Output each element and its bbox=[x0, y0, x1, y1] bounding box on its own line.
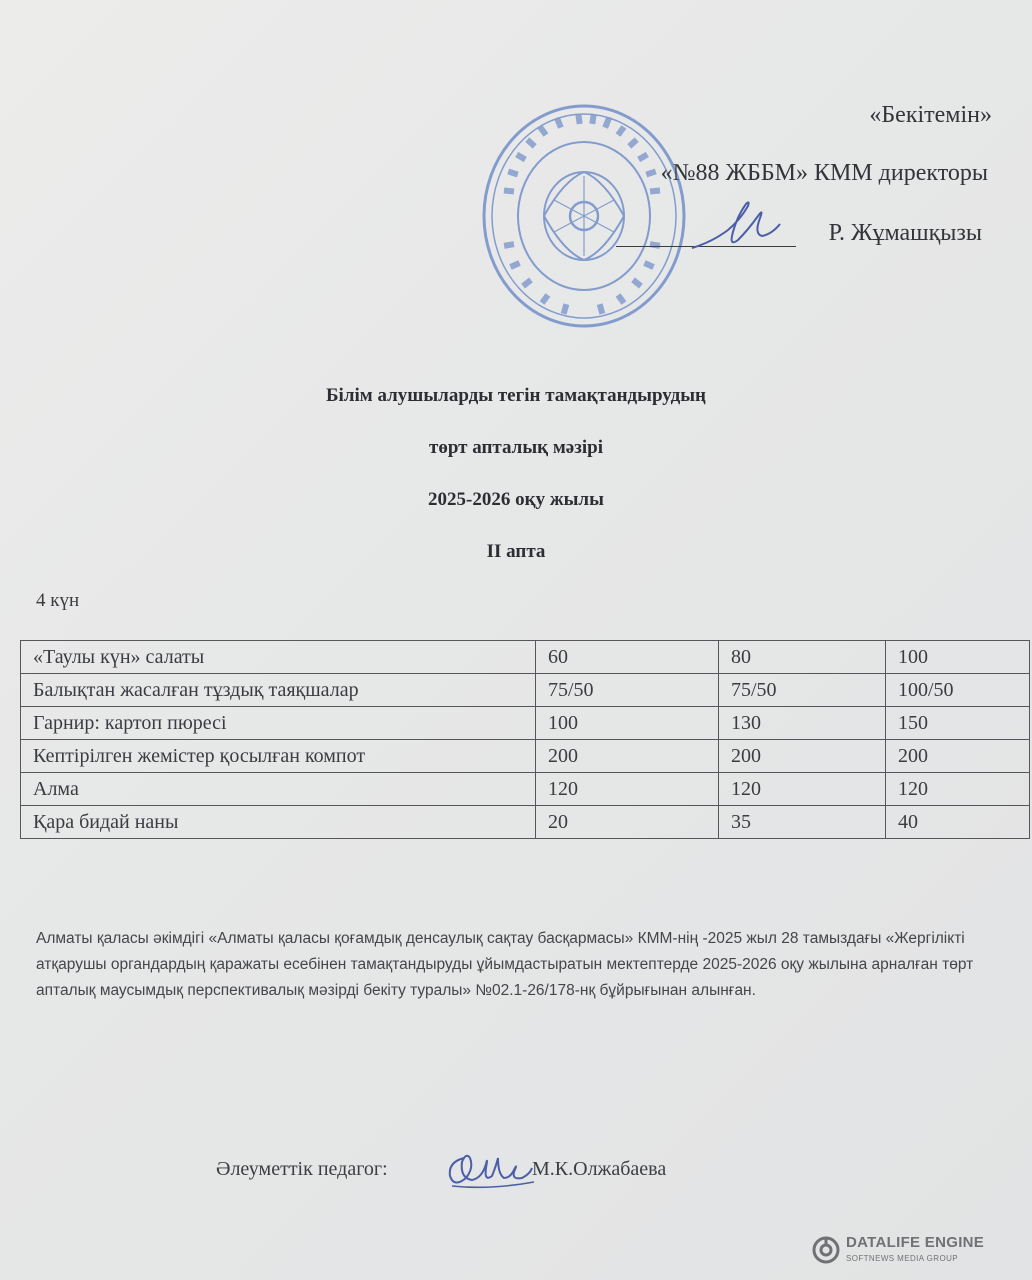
portion-value: 200 bbox=[886, 740, 1030, 773]
portion-value: 120 bbox=[719, 773, 886, 806]
table-row bbox=[21, 707, 1030, 740]
portion-value: 120 bbox=[536, 773, 719, 806]
title-line-2: төрт апталық мәзірі bbox=[429, 437, 603, 458]
table-row bbox=[21, 740, 1030, 773]
menu-table bbox=[20, 640, 1030, 839]
footer-signature-block bbox=[216, 1148, 776, 1198]
portion-value: 35 bbox=[719, 806, 886, 839]
portion-value: 75/50 bbox=[536, 674, 719, 707]
portion-value: 60 bbox=[536, 641, 719, 674]
signer-name: М.К.Олжабаева bbox=[532, 1158, 667, 1180]
portion-value: 75/50 bbox=[719, 674, 886, 707]
table-row bbox=[21, 641, 1030, 674]
official-seal-icon bbox=[478, 100, 690, 332]
watermark-sub: SOFTNEWS MEDIA GROUP bbox=[846, 1254, 959, 1263]
portion-value: 150 bbox=[886, 707, 1030, 740]
datalife-engine-logo-icon bbox=[812, 1236, 840, 1264]
dish-name: Кептірілген жемістер қосылған компот bbox=[21, 740, 536, 773]
document-title bbox=[0, 380, 1032, 588]
approval-heading: «Бекітемін» bbox=[869, 102, 992, 128]
table-row bbox=[21, 674, 1030, 707]
portion-value: 100/50 bbox=[886, 674, 1030, 707]
approval-director-name: Р. Жұмашқызы bbox=[828, 220, 982, 246]
watermark-brand: DATALIFE ENGINE bbox=[846, 1234, 985, 1251]
director-signature-icon bbox=[688, 196, 784, 256]
watermark bbox=[812, 1232, 1008, 1272]
title-line-1: Білім алушыларды тегін тамақтандырудың bbox=[325, 385, 706, 406]
table-row bbox=[21, 806, 1030, 839]
dish-name: Алма bbox=[21, 773, 536, 806]
portion-value: 100 bbox=[886, 641, 1030, 674]
portion-value: 200 bbox=[719, 740, 886, 773]
portion-value: 120 bbox=[886, 773, 1030, 806]
approval-block bbox=[472, 100, 992, 340]
title-line-3: 2025-2026 оқу жылы bbox=[428, 489, 604, 510]
approval-position: «№88 ЖББМ» КММ директоры bbox=[660, 160, 988, 186]
portion-value: 80 bbox=[719, 641, 886, 674]
dish-name: «Таулы күн» салаты bbox=[21, 641, 536, 674]
title-week: II апта bbox=[486, 541, 546, 562]
table-row bbox=[21, 773, 1030, 806]
source-note: Алматы қаласы әкімдігі «Алматы қаласы қоғамдық денсаулық сақтау басқармасы» КММ-нің -2025 жыл 28 тамыздағы «Жергілікті атқарушы органдардың қаражаты есебінен тамақтандыруды ұйымдастыратын мектептерде 2025-2026 оқу жылына арналған төрт апталық маусымдық перспективалық мәзірді бекіту туралы» №02.1-26/178-нқ бұйрығынан алынған. bbox=[36, 930, 974, 999]
dish-name: Гарнир: картоп пюресі bbox=[21, 707, 536, 740]
portion-value: 130 bbox=[719, 707, 886, 740]
dish-name: Балықтан жасалған тұздық таяқшалар bbox=[21, 674, 536, 707]
signer-role: Әлеуметтік педагог: bbox=[216, 1158, 388, 1180]
portion-value: 20 bbox=[536, 806, 719, 839]
pedagogue-signature-icon bbox=[442, 1148, 538, 1192]
day-label: 4 күн bbox=[36, 590, 80, 611]
portion-value: 200 bbox=[536, 740, 719, 773]
portion-value: 100 bbox=[536, 707, 719, 740]
portion-value: 40 bbox=[886, 806, 1030, 839]
dish-name: Қара бидай наны bbox=[21, 806, 536, 839]
